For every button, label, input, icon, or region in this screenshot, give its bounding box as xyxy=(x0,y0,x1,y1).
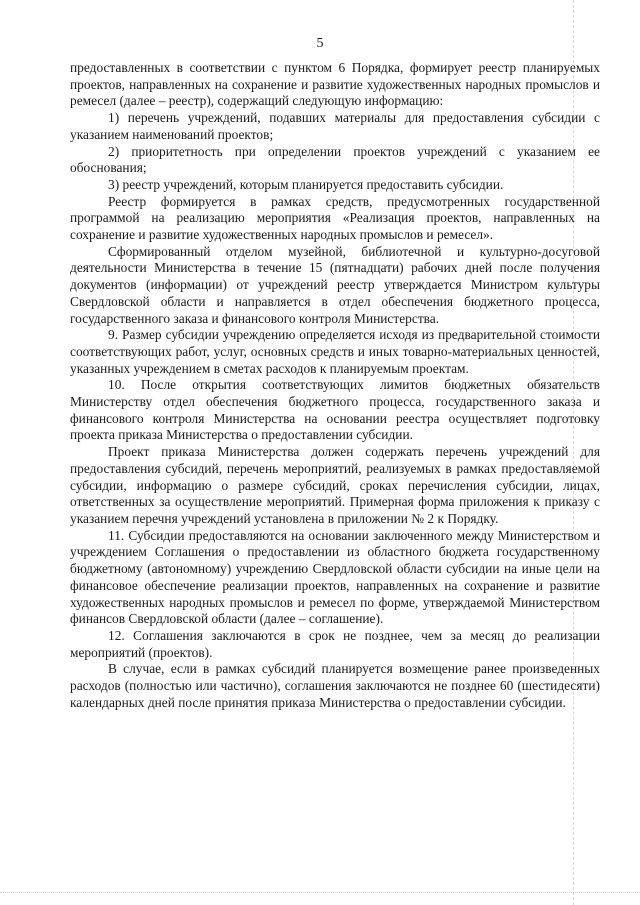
paragraph-continuation: предоставленных в соответствии с пунктом 6 Порядка, формирует реестр планируемых проектов, направленных на сохранение и развитие художественных народных промыслов и ремесел (далее – реестр), содержащий следующую информацию: xyxy=(70,60,600,109)
scan-bottom-line xyxy=(0,892,640,893)
paragraph-reimbursement: В случае, если в рамках субсидий планируется возмещение ранее произведенных расходов (полностью или частично), соглашения заключаются не позднее 60 (шестидесяти) календарных дней после принятия приказа Министерства о предоставлении субсидии. xyxy=(70,661,600,710)
document-body xyxy=(70,60,600,711)
paragraph-item-2: 2) приоритетность при определении проектов учреждений с указанием ее обоснования; xyxy=(70,143,600,176)
paragraph-order-content: Проект приказа Министерства должен содержать перечень учреждений для предоставления субсидий, перечень мероприятий, реализуемых в рамках предоставляемой субсидии, информацию о размере субсидий, сроках перечисления субсидии, лицах, ответственных за осуществление мероприятий. Примерная форма приложения к приказу с указанием перечня учреждений установлена в приложении № 2 к Порядку. xyxy=(70,444,600,526)
paragraph-clause-12: 12. Соглашения заключаются в срок не позднее, чем за месяц до реализации мероприятий (проектов). xyxy=(70,627,600,660)
paragraph-registry-approval: Сформированный отделом музейной, библиотечной и культурно-досуговой деятельности Министерства в течение 15 (пятнадцати) рабочих дней после получения документов (информации) от учреждений реестр утверждается Министром культуры Свердловской области и направляется в отдел обеспечения бюджетного процесса, государственного заказа и финансового контроля Министерства. xyxy=(70,243,600,326)
paragraph-clause-10: 10. После открытия соответствующих лимитов бюджетных обязательств Министерству отдел обеспечения бюджетного процесса, государственного заказа и финансового контроля Министерства на основании реестра осуществляет подготовку проекта приказа Министерства о предоставлении субсидии. xyxy=(70,377,600,443)
paragraph-clause-11: 11. Субсидии предоставляются на основании заключенного между Министерством и учреждением Соглашения о предоставлении из областного бюджета государственному бюджетному (автономному) учреждению Свердловской области субсидии на иные цели на финансовое обеспечение реализации проектов, направленных на сохранение и развитие художественных народных промыслов и ремесел по форме, утверждаемой Министерством финансов Свердловской области (далее – соглашение). xyxy=(70,527,600,627)
page-number: 5 xyxy=(316,36,324,51)
paragraph-item-3: 3) реестр учреждений, которым планируется предоставить субсидии. xyxy=(108,176,504,192)
paragraph-registry-funding: Реестр формируется в рамках средств, предусмотренных государственной программой на реализацию мероприятия «Реализация проектов, направленных на сохранение и развитие художественных народных промыслов и ремесел». xyxy=(70,193,600,243)
paragraph-item-1: 1) перечень учреждений, подавших материалы для предоставления субсидии с указанием наименований проектов; xyxy=(70,110,600,142)
paragraph-clause-9: 9. Размер субсидии учреждению определяется исходя из предварительной стоимости соответствующих работ, услуг, основных средств и иных товарно-материальных ценностей, указанных учреждением в сметах расходов к планируемым проектам. xyxy=(70,327,600,376)
